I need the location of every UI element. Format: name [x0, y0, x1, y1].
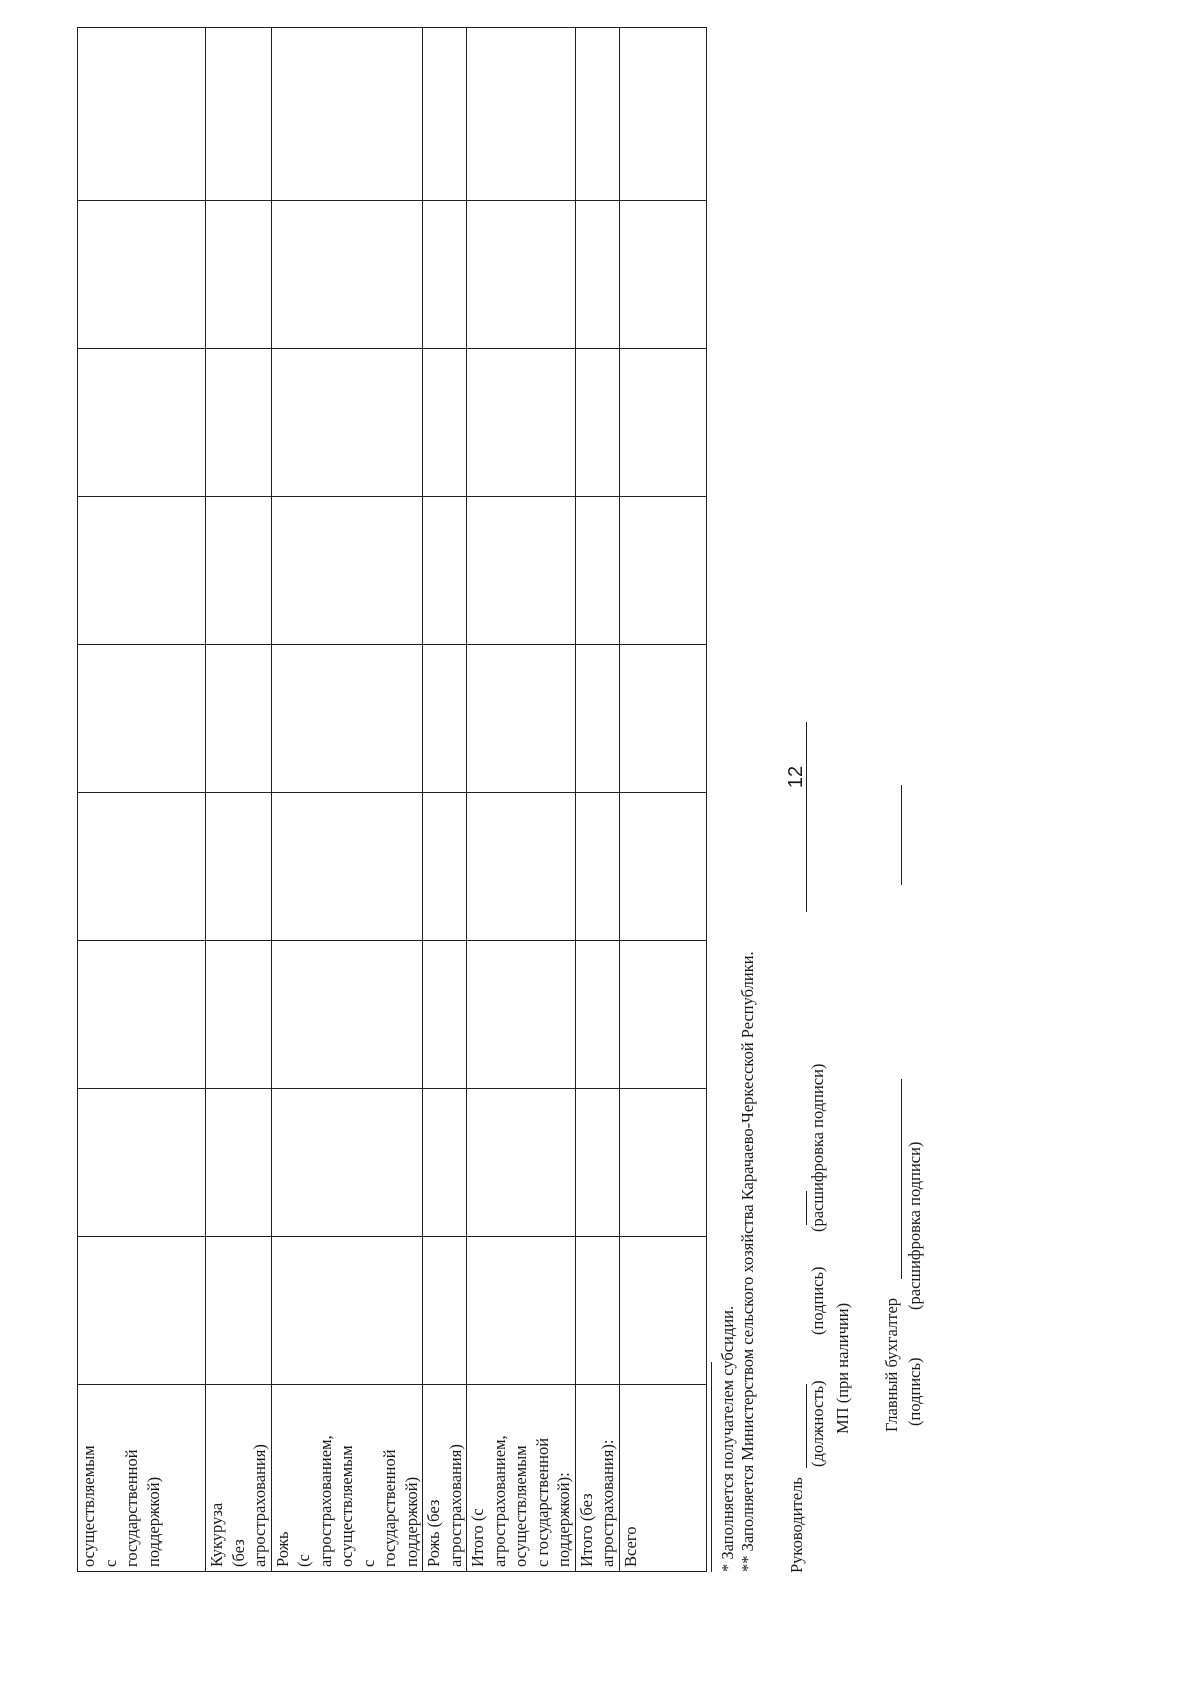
row-label: Итого (с агрострахованием, осуществляемым с государственной поддержкой): [467, 1385, 576, 1572]
row-label: осуществляемым с государственной поддержкой) [78, 1385, 206, 1572]
table-cell[interactable] [78, 497, 206, 645]
row-label: Всего [619, 1385, 706, 1572]
table-cell[interactable] [467, 1089, 576, 1237]
table-cell[interactable] [467, 1237, 576, 1385]
table-row [271, 28, 423, 1572]
table-cell[interactable] [467, 941, 576, 1089]
table-cell[interactable] [78, 349, 206, 497]
table-cell[interactable] [78, 645, 206, 793]
table-cell[interactable] [575, 793, 619, 941]
table-cell[interactable] [619, 201, 706, 349]
table-cell[interactable] [78, 28, 206, 201]
table-cell[interactable] [206, 349, 272, 497]
table-cell[interactable] [271, 941, 423, 1089]
head-decoding-line [806, 722, 807, 912]
row-label: Кукуруза (без агрострахования) [206, 1385, 272, 1572]
table-cell[interactable] [271, 28, 423, 201]
table-cell[interactable] [423, 28, 467, 201]
table-cell[interactable] [206, 1089, 272, 1237]
table-cell[interactable] [619, 28, 706, 201]
table-cell[interactable] [575, 349, 619, 497]
accountant-decoding-caption: (расшифровка подписи) [905, 1141, 924, 1310]
table-cell[interactable] [271, 645, 423, 793]
table-row [619, 28, 706, 1572]
table-row [575, 28, 619, 1572]
table-cell[interactable] [78, 793, 206, 941]
table-cell[interactable] [467, 28, 576, 201]
decoding-caption: (расшифровка подписи) [808, 1063, 827, 1232]
table-cell[interactable] [423, 645, 467, 793]
table-cell[interactable] [575, 28, 619, 201]
table-cell[interactable] [467, 793, 576, 941]
table-cell[interactable] [575, 497, 619, 645]
table-cell[interactable] [206, 497, 272, 645]
table-cell[interactable] [467, 645, 576, 793]
table-cell[interactable] [575, 201, 619, 349]
table-cell[interactable] [423, 349, 467, 497]
table-cell[interactable] [271, 497, 423, 645]
table-cell[interactable] [423, 201, 467, 349]
footnote-2: ** Заполняется Министерством сельского хозяйства Карачаево-Черкесской Республики. [738, 951, 757, 1572]
table-cell[interactable] [78, 941, 206, 1089]
table-row [467, 28, 576, 1572]
table-cell[interactable] [619, 793, 706, 941]
table-cell[interactable] [206, 793, 272, 941]
table-cell[interactable] [271, 1089, 423, 1237]
head-signature-line [806, 1191, 807, 1225]
table-cell[interactable] [423, 941, 467, 1089]
table-cell[interactable] [271, 349, 423, 497]
table-cell[interactable] [575, 645, 619, 793]
table-cell[interactable] [575, 1089, 619, 1237]
table-cell[interactable] [423, 1237, 467, 1385]
table-cell[interactable] [206, 1237, 272, 1385]
table-cell[interactable] [78, 1089, 206, 1237]
table-cell[interactable] [78, 201, 206, 349]
table-cell[interactable] [206, 28, 272, 201]
accountant-signature-caption: (подпись) [905, 1357, 924, 1426]
table-cell[interactable] [271, 201, 423, 349]
table-cell[interactable] [575, 941, 619, 1089]
row-label: Рожь (с агрострахованием, осуществляемым с государственной поддержкой) [271, 1385, 423, 1572]
table-cell[interactable] [619, 1237, 706, 1385]
report-table [77, 27, 707, 1572]
head-label: Руководитель [787, 1477, 806, 1573]
page-number: 12 [785, 765, 807, 789]
table-cell[interactable] [423, 497, 467, 645]
table-row [206, 28, 272, 1572]
table-cell[interactable] [619, 1089, 706, 1237]
table-cell[interactable] [575, 1237, 619, 1385]
table-cell[interactable] [619, 941, 706, 1089]
table-cell[interactable] [467, 201, 576, 349]
table-body [78, 28, 707, 1572]
table-cell[interactable] [271, 1237, 423, 1385]
position-caption: (должность) [808, 1380, 827, 1467]
table-cell[interactable] [619, 349, 706, 497]
table-cell[interactable] [206, 201, 272, 349]
table-cell[interactable] [271, 793, 423, 941]
table-cell[interactable] [619, 497, 706, 645]
signature-caption: (подпись) [808, 1266, 827, 1335]
table-cell[interactable] [467, 497, 576, 645]
stamp-caption: МП (при наличии) [833, 1302, 852, 1434]
table-row [78, 28, 206, 1572]
table-cell[interactable] [423, 1089, 467, 1237]
table-row [423, 28, 467, 1572]
accountant-signature-line [901, 1079, 902, 1279]
footnote-1: * Заполняется получателем субсидии. [718, 1305, 737, 1572]
head-position-line [806, 1384, 807, 1468]
accountant-label: Главный бухгалтер [882, 1297, 901, 1432]
footnote-separator [711, 1362, 712, 1572]
row-label: Итого (без агрострахования): [575, 1385, 619, 1572]
table-cell[interactable] [78, 1237, 206, 1385]
table-cell[interactable] [423, 793, 467, 941]
table-cell[interactable] [619, 645, 706, 793]
accountant-decoding-line [901, 785, 902, 885]
table-cell[interactable] [206, 645, 272, 793]
table-cell[interactable] [206, 941, 272, 1089]
row-label: Рожь (без агрострахования) [423, 1385, 467, 1572]
table-cell[interactable] [467, 349, 576, 497]
